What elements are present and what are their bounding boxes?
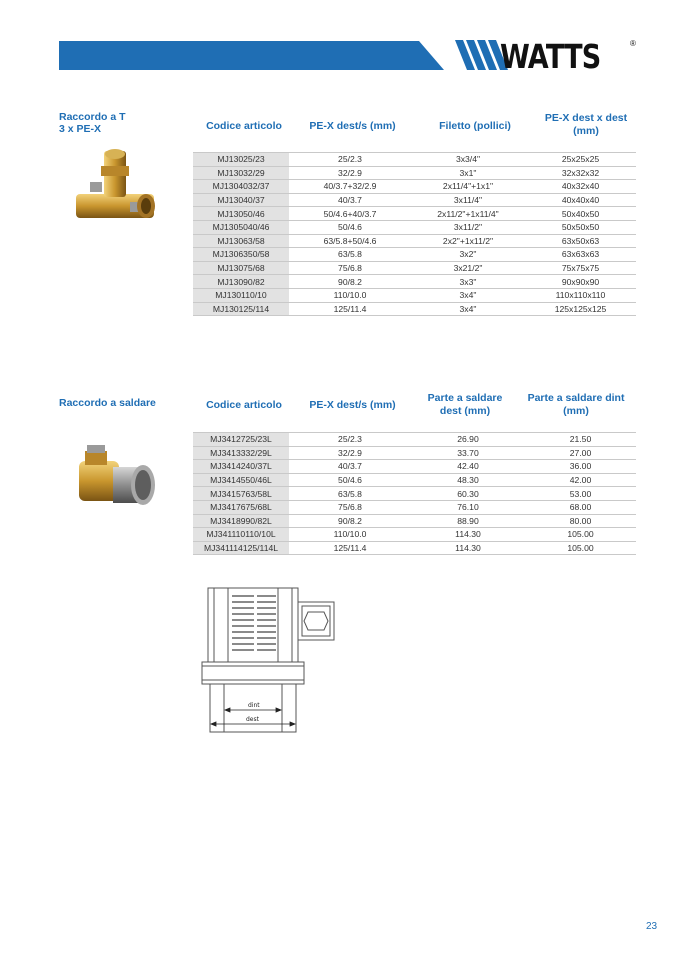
table-cell: 53.00 — [525, 487, 636, 501]
table-cell: 36.00 — [525, 460, 636, 474]
table-cell: MJ3418990/82L — [193, 514, 289, 528]
table-cell: 75/6.8 — [289, 500, 411, 514]
table-cell: 3x21/2" — [411, 261, 525, 275]
table-cell: 48.30 — [411, 473, 525, 487]
section2-header-code: Codice articolo — [206, 399, 282, 411]
table-cell: 110/10.0 — [289, 528, 411, 542]
table-row — [193, 514, 636, 528]
table-cell: 50x40x50 — [525, 207, 636, 221]
table-cell: 40/3.7 — [289, 193, 411, 207]
table-cell: 63/5.8 — [289, 487, 411, 501]
table-cell: MJ13040/37 — [193, 193, 289, 207]
table-cell: 60.30 — [411, 487, 525, 501]
tee-fitting-image — [76, 146, 161, 241]
table-cell: 63x50x63 — [525, 234, 636, 248]
table-row — [193, 166, 636, 180]
table-row — [193, 473, 636, 487]
table-row — [193, 180, 636, 194]
table-cell: 40/3.7 — [289, 460, 411, 474]
table-cell: 40/3.7+32/2.9 — [289, 180, 411, 194]
section1-table — [193, 152, 636, 316]
table-cell: 32/2.9 — [289, 446, 411, 460]
section1-header-dims-line2: (mm) — [573, 125, 599, 137]
table-cell: 42.00 — [525, 473, 636, 487]
table-cell: 75x75x75 — [525, 261, 636, 275]
table-cell: 75/6.8 — [289, 261, 411, 275]
table-cell: MJ3414550/46L — [193, 473, 289, 487]
section1-title — [59, 111, 126, 135]
section1-header-pex: PE-X dest/s (mm) — [309, 120, 396, 132]
table-cell: 3x11/4" — [411, 193, 525, 207]
table-cell: 90/8.2 — [289, 514, 411, 528]
table-cell: 3x3" — [411, 275, 525, 289]
table-cell: 26.90 — [411, 433, 525, 447]
table-cell: 25/2.3 — [289, 153, 411, 167]
table-row — [193, 248, 636, 262]
section1-header-thread: Filetto (pollici) — [439, 120, 511, 132]
table-cell: MJ1304032/37 — [193, 180, 289, 194]
section2-header-weld-dint-line2: (mm) — [563, 405, 589, 417]
table-cell: 3x3/4" — [411, 153, 525, 167]
table-cell: 32/2.9 — [289, 166, 411, 180]
table-row — [193, 261, 636, 275]
table-cell: MJ3412725/23L — [193, 433, 289, 447]
table-cell: 125/11.4 — [289, 541, 411, 555]
table-cell: 33.70 — [411, 446, 525, 460]
table-row — [193, 220, 636, 234]
section1-header-code: Codice articolo — [206, 120, 282, 132]
table-row — [193, 153, 636, 167]
table-cell: 125/11.4 — [289, 302, 411, 316]
table-cell: MJ13063/58 — [193, 234, 289, 248]
section1-table-body — [193, 153, 636, 316]
brand-registered-mark: ® — [630, 39, 636, 48]
table-row — [193, 446, 636, 460]
table-row — [193, 288, 636, 302]
table-row — [193, 528, 636, 542]
technical-drawing — [198, 582, 340, 734]
table-cell: MJ13075/68 — [193, 261, 289, 275]
table-cell: 50/4.6+40/3.7 — [289, 207, 411, 221]
table-row — [193, 193, 636, 207]
table-cell: MJ13050/46 — [193, 207, 289, 221]
table-cell: 50/4.6 — [289, 473, 411, 487]
table-row — [193, 275, 636, 289]
table-cell: MJ1305040/46 — [193, 220, 289, 234]
table-cell: 114.30 — [411, 541, 525, 555]
table-cell: 2x2"+1x11/2" — [411, 234, 525, 248]
table-cell: MJ13025/23 — [193, 153, 289, 167]
table-cell: 3x11/2" — [411, 220, 525, 234]
weld-fitting-image — [77, 443, 159, 513]
table-cell: 50/4.6 — [289, 220, 411, 234]
table-cell: 42.40 — [411, 460, 525, 474]
section1-header-dims-line1: PE-X dest x dest — [544, 112, 628, 124]
section2-header-weld-dest-line1: Parte a saldare — [427, 392, 503, 404]
table-cell: 3x4" — [411, 302, 525, 316]
table-cell: 88.90 — [411, 514, 525, 528]
table-cell: 105.00 — [525, 528, 636, 542]
table-cell: 63/5.8+50/4.6 — [289, 234, 411, 248]
table-cell: 105.00 — [525, 541, 636, 555]
page-number: 23 — [646, 921, 658, 932]
table-cell: 2x11/4"+1x1" — [411, 180, 525, 194]
table-row — [193, 433, 636, 447]
table-cell: 90/8.2 — [289, 275, 411, 289]
section2-header-weld-dest-line2: dest (mm) — [439, 405, 491, 417]
table-cell: 40x40x40 — [525, 193, 636, 207]
table-cell: 32x32x32 — [525, 166, 636, 180]
brand-name: WATTS — [500, 37, 601, 76]
table-cell: 3x1" — [411, 166, 525, 180]
table-row — [193, 207, 636, 221]
table-cell: 3x2" — [411, 248, 525, 262]
table-cell: MJ13032/29 — [193, 166, 289, 180]
table-cell: 63x63x63 — [525, 248, 636, 262]
section2-header-pex: PE-X dest/s (mm) — [309, 399, 396, 411]
table-cell: MJ3417675/68L — [193, 500, 289, 514]
table-cell: MJ13090/82 — [193, 275, 289, 289]
table-cell: 25x25x25 — [525, 153, 636, 167]
table-row — [193, 302, 636, 316]
table-cell: MJ130125/114 — [193, 302, 289, 316]
section2-header-weld-dint — [520, 392, 632, 418]
section1-header-dims — [530, 112, 642, 138]
table-cell: MJ341110110/10L — [193, 528, 289, 542]
table-cell: MJ341114125/114L — [193, 541, 289, 555]
section2-table — [193, 432, 636, 555]
table-row — [193, 500, 636, 514]
section1-title-line1: Raccordo a T — [59, 111, 126, 123]
table-cell: 80.00 — [525, 514, 636, 528]
table-cell: 25/2.3 — [289, 433, 411, 447]
table-cell: 2x11/2"+1x11/4" — [411, 207, 525, 221]
header-bar — [59, 41, 444, 70]
drawing-label-dint: dint — [248, 702, 260, 709]
table-row — [193, 234, 636, 248]
table-cell: 114.30 — [411, 528, 525, 542]
table-row — [193, 541, 636, 555]
section2-header-weld-dest — [410, 392, 520, 418]
table-row — [193, 487, 636, 501]
table-cell: 21.50 — [525, 433, 636, 447]
table-cell: MJ3415763/58L — [193, 487, 289, 501]
table-cell: 50x50x50 — [525, 220, 636, 234]
table-cell: 90x90x90 — [525, 275, 636, 289]
table-cell: 27.00 — [525, 446, 636, 460]
table-cell: 125x125x125 — [525, 302, 636, 316]
table-cell: 110/10.0 — [289, 288, 411, 302]
table-cell: 63/5.8 — [289, 248, 411, 262]
table-cell: 110x110x110 — [525, 288, 636, 302]
table-cell: MJ3414240/37L — [193, 460, 289, 474]
table-cell: 3x4" — [411, 288, 525, 302]
section2-header-weld-dint-line1: Parte a saldare dint — [527, 392, 625, 404]
table-cell: 76.10 — [411, 500, 525, 514]
section1-title-line2: 3 x PE-X — [59, 123, 102, 135]
table-cell: MJ1306350/58 — [193, 248, 289, 262]
drawing-label-dest: dest — [246, 716, 259, 723]
table-cell: 40x32x40 — [525, 180, 636, 194]
table-cell: MJ3413332/29L — [193, 446, 289, 460]
section2-title: Raccordo a saldare — [59, 397, 156, 409]
table-cell: 68.00 — [525, 500, 636, 514]
section2-table-body — [193, 433, 636, 555]
table-row — [193, 460, 636, 474]
table-cell: MJ130110/10 — [193, 288, 289, 302]
